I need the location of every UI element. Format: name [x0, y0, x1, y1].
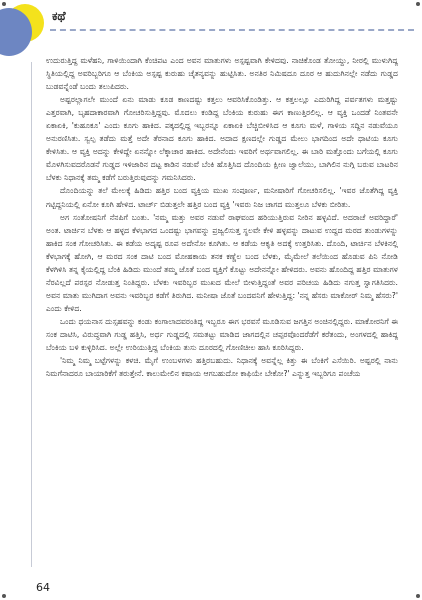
paragraph: ದೊಂದಿಯನ್ನು ತಲೆ ಮೇಲಕ್ಕೆ ಹಿಡಿದು ಹತ್ತಿರ ಬಂದ ವ್ಯಕ್ತಿಯ ಮುಖ ಸಂಪೂರ್ಣ, ಮನೀಷಾರಿಗೆ ಗೋಚರಿಸಲಿಲ್ಲ. 'ಇವರ ಜೊತೆಗಿದ್ದ ವ್ಯಕ್ತಿ ಗಟ್ಟಿದ್ದನಿಯಲ್ಲಿ ಏನೋ ಕೂಗಿ ಹೇಳಿದ. ಟಾರ್ಚ್ ಬಿಡುತ್ತಲೇ ಹತ್ತಿರ ಬಂದ ವ್ಯಕ್ತಿ 'ಇವರು ನಿಜ ಚಾಗದ ಮುತ್ತಲೂ ಬೆಳಕು ಬೀರಿತು.: [46, 186, 398, 209]
paragraph: ಅಗ ಸಂತೋಷನಿಗೆ ನೆನಪಿಗೆ ಬಂತು. 'ನಮ್ಮ ಮತ್ತು ಅವರ ನಡುವೆ ರಾಘವಂದ ಹರಿಯುತ್ತಿರುವ ನೀರಿನ ಹಳ್ಳವಿದೆ. ಅದರಾಚೆ ಅವರಿದ್ದಾರೆ' ಅಂತ. ಟಾರ್ಚಿನ ಬೆಳಕು ಆ ಹಳ್ಳದ ಕೆಳಭಾಗದ ಒಂದಷ್ಟು ಭಾಗವನ್ನು ಪ್ರಜ್ವಲಿಸುತ್ತ ಸ್ಥಲವೇ ಕೇಳಿ ಹಳ್ಳವನ್ನು ದಾಟುವ ಉದ್ದದ ಮರದ ತುಂಡುಗಳನ್ನು ಹಾಕಿದ ಸಂಕ ಗೋಚರಿಸಿತು. ಈ ಕಡೆಯ ಅದೃಷ್ಟ ರೂಪ ಅದೇನೋ ಕೂಗಿತು. ಆ ಕಡೆಯ ಆಕೃತಿ ಅದಕ್ಕೆ ಉತ್ತರಿಸಿತು. ದೊಂದಿ, ಟಾರ್ಚಿನ ಬೆಳಕಿನಲ್ಲಿ ಕೆಳಭಾಗಕ್ಕೆ ಹೋಗಿ, ಆ ಮರದ ಸಂಕ ದಾಟಿ ಬಂದ ಮೋಹಕಾಯ ತನಕ ಕಣ್ಣೆಲ ಬಂದ ಬೆಳಕು, ಮೈಮೇಲೆ ತಲೆಯಿಂದ ಹೊಡುವ ಪಿನಿ ನೋಡಿ ಕೆಳಗಿಳಿಸಿ ತನ್ನ ಕೈಯಲ್ಲಿದ್ದ ಬೆಂಕಿ ಹಿಡಿದು ಮುಂದೆ ತಮ್ಮ ಜೊತೆ ಬಂದ ವ್ಯಕ್ತಿಗೆ ಕೊಟ್ಟು ಅದೇನನ್ನೋ ಹೇಳಿದರು. ಅವನು ಹೊಂದಿದ್ದ ಹತ್ತಿರ ಮಾತುಗಳ ನೆರವಿಲ್ಲದೆ ಪರಸ್ಪರ ನೋಡುತ್ತ ನಿಂತಿದ್ದರು. ಬೆಳಕು ಇವರಿಬ್ಬರ ಮುಖದ ಮೇಲೆ ಬೀಳುತ್ತಿದ್ದಂತೆ ಅವರ ಪರಿಚಯ ಹಿಡಿದು ನಗುತ್ತ ಸ್ವಾಗತಿಸಿದರು. ಅವನ ಮಾತು ಮುಗಿದಾಗ ಅವನು ಇವರಿಬ್ಬರ ಕಡೆಗೆ ತಿರುಗಿದ. ಮನೀಷಾ ಜೊತೆ ಬಂದವನಿಗೆ ಹೇಳುತ್ತಿದ್ದ: 'ನನ್ನ ಹೆಸರು ಮಾಕೋರ್ ನಿಮ್ಮ ಹೆಸರು?' ಎಂದು ಕೇಳಿದ.: [46, 212, 398, 313]
crop-mark: [2, 594, 6, 598]
story-body: [46, 54, 398, 380]
crop-mark: [416, 2, 420, 6]
page-number: 64: [36, 581, 50, 594]
crop-mark: [416, 594, 420, 598]
paragraph: ಉದುರುತ್ತಿದ್ದ ಮಳೆಹನಿ, ಗಾಳಿಯಿಂದಾಗಿ ಕೆಂಚಿಪಟ ಎಂದ ಅವನ ಮಾತುಗಳು ಅಸ್ಪಷ್ಟವಾಗಿ ಕೇಳಿದವು. ನಾಚಿಕೊಂಡ ತೋಯ್ದು, ನೀರಲ್ಲಿ ಮುಳುಗಿದ್ದ ಸ್ಥಿತಿಯಲ್ಲಿದ್ದ ಅವರಿಬ್ಬರಿಗೂ ಆ ಬೆಂಕಿಯ ಅಸ್ಪಷ್ಟ ಕುರುಹು ಚೈತನ್ಯವನ್ನು ಹುಟ್ಟಿಸಿತು. ಅನತಿರ ನಿಮಿಷದೂ ದೂರ ಆ ಹುದುಗಿನಲ್ಲೇ ನಡೆದು ಗುಡ್ಡದ ಬುಡವನ್ನೆಂಡೆ ಬಂದು ತಲುಪಿದರು.: [46, 56, 398, 92]
paragraph: 'ನಿಮ್ಮ ನಿಮ್ಮ ಬಟ್ಟೆಗಳನ್ನು ಕಳಚಿ. ಮೈಗೆ ಉಂಬಳಗಳು ಹತ್ತಿರಬಹುದು. ನಿಧಾನಕ್ಕೆ ಅವನ್ನೆಲ್ಲ ಕಿತ್ತು ಈ ಬೆಂಕಿಗೆ ಎಸೆಯಿರಿ. ಅಷ್ಟರಲ್ಲಿ ನಾನು ನಿಮಗೆನಾದರೂ ಬಾಯಾರಿಕೆಗೆ ತರುತ್ತೇನೆ. ಕಾಲುಮೇಲಿನ ಕಷಾಯ ಆಗಬಹುದೋ ಕಾಫಿಯೇ ಬೇಕೋ?' ಎನ್ನುತ್ತ ಇಬ್ಬರಿಗೂ ಪಂಚೆಯ: [46, 356, 398, 379]
paragraph: ಅಷ್ಟರಲ್ಲಾಗಲೇ ಮುಂದೆ ಏನು ಮಾಡು ಕೂಡ ಕಾಣದಷ್ಟು ಕತ್ತಲು ಆವರಿಸಿಕೊಂಡಿತ್ತು. ಆ ಕತ್ತಲಲ್ಲೂ ಎದುರಿಗಿದ್ದ ಪರ್ವತಗಳು ಮತ್ತಷ್ಟು ಎತ್ತರವಾಗಿ, ಬೃಹದಾಕಾರವಾಗಿ ಗೋಚರಿಸುತ್ತಿದ್ದವು. ಮೊದಲು ಕಂಡಿದ್ದ ಬೆಂಕಿಯ ಕುರುಹು ಈಗ ಕಾಣುತ್ತಿರಲಿಲ್ಲ. ಆ ವ್ಯಕ್ತಿ ಒಂದಡೆ ನಿಂತವನೇ ಏಕಾಏಕಿ, 'ಕುಹೂಕೂ' ಎಂದು ಕೂಗು ಹಾಕಿದ. ಪಕ್ಕದಲ್ಲಿದ್ದ ಇಬ್ಬರನ್ನೂ ಏಕಾಏಕಿ ಬೆಚ್ಚಿಬೀಳಿಸಿದ ಆ ಕೂಗು ಮಳೆ, ಗಾಳಿಯ ಸದ್ದಿನ ನಡುವೆಯೂ ಅನುರಣಿಸಿತು. ಸ್ವಲ್ಪ ತಡೆದು ಮತ್ತೆ ಅದೇ ತೆರನಾದ ಕೂಗು ಹಾಕಿದ. ಅದಾದ ಕ್ಷಣದಲ್ಲೇ ಗುಡ್ಡದ ಮೇಲು ಭಾಗದಿಂದ ಅದೇ ಧಾಟಿಯ ಕೂಗು ಕೇಳಿಸಿತು. ಆ ವ್ಯಕ್ತಿ ಅದನ್ನು ಕೇಳಿದ್ದೇ ಏನನ್ನೋ ಲೆಕ್ಕಾಚಾರ ಹಾಕಿದ. ಅದೇನೆಂದು ಇವರಿಗೆ ಅರ್ಥವಾಗಲಿಲ್ಲ. ಈ ಬಾರಿ ಮತ್ತೊಂದು ಬಗೆಯಲ್ಲಿ ಕೂಗು ಮೊಳಗಿಸುವದರೊಡನೆ ಗುಡ್ಡದ ಇಳಿಜಾರಿನ ದಟ್ಟ ಕಾಡಿನ ನಡುವೆ ಬೆಂಕಿ ಹೊತ್ತಿಸಿದ ದೊಂದಿಯ ಕ್ಷೀಣ ಜ್ವಾಲೆಯು, ಬಾಗಿಲಿನ ನುಗ್ಗಿ ಬರುವ ಬಾಟರಿನ ಬೆಳಕು ನಿಧಾನಕ್ಕೆ ತಮ್ಮ ಕಡೆಗೆ ಬರುತ್ತಿರುವುದನ್ನು ಗಮನಿಸಿದರು.: [46, 95, 398, 183]
header-dashed-rule: [50, 29, 414, 31]
left-margin-rule: [31, 62, 32, 567]
paragraph: ಒಂದು ಧಯನಾಸ ದುಸ್ಸಹವನ್ನು ಕಂಡು ಕಂಗಾಲಾದವರಂತಿದ್ದ ಇಬ್ಬರೂ ಈಗ ಭರವಸೆ ಮೂಡಿಸುವ ಜಗತ್ತಿನ ಅಂಚಿನಲ್ಲಿದ್ದರು. ಮಾಕೋರನಿಗೆ ಈ ಸಂಕ ದಾಟಿಸಿ, ವಿರುದ್ಧವಾಗಿ ಗುಡ್ಡ ಹತ್ತಿಸಿ, ಅರ್ಧ ಗುಡ್ಡದಲ್ಲಿ ಸಮತಟ್ಟು ಮಾಡಿದ ಜಾಗದಲ್ಲಿನ ಚಪ್ಪರವೊಂದರೆಡೆಗೆ ಕರೆತಂದು, ಅಂಗಳದಲ್ಲಿ ಹಾಕಿದ್ದ ಬೆಂಕಿಯ ಬಳಿ ಕುಳ್ಳಿರಿಸಿದ. ಅಲ್ಲೇ ಉರಿಯುತ್ತಿದ್ದ ಬೆಂಕಿಯ ತುಸು ದೂರದಲ್ಲಿ ಗೋಣಿಚೀಲ ಹಾಸಿ ಕೂರಿಸಿದ್ದರು.: [46, 316, 398, 353]
section-title: ಕಥೆ: [52, 9, 66, 23]
crop-mark: [2, 2, 6, 6]
